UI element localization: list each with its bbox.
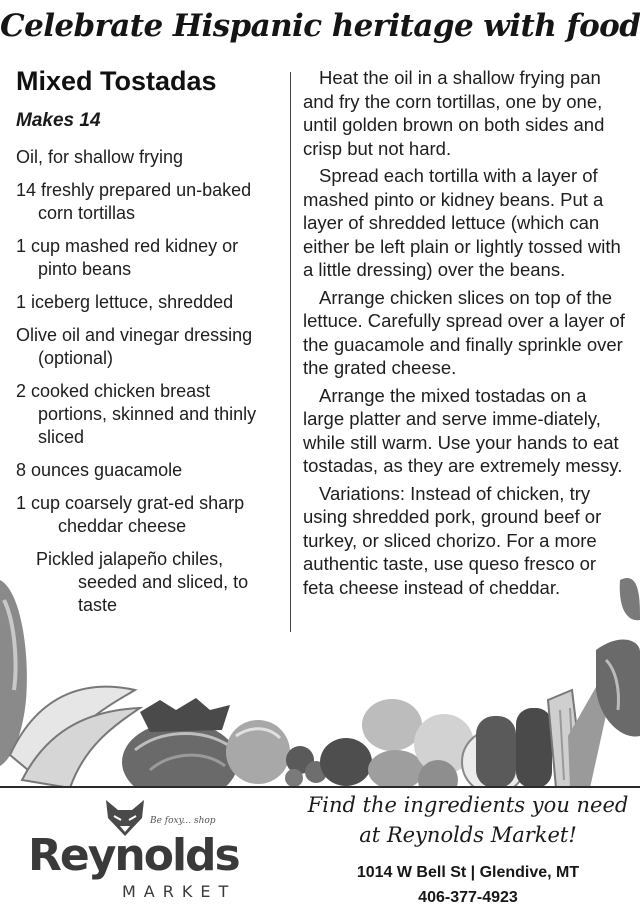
cta-line: at Reynolds Market! xyxy=(359,823,577,847)
ingredient-item: Olive oil and vinegar dressing (optional) xyxy=(16,325,253,368)
store-address: 1014 W Bell St | Glendive, MT xyxy=(356,864,580,881)
ingredient-item: Oil, for shallow frying xyxy=(16,147,184,167)
cta-line: Find the ingredients you need xyxy=(307,793,629,817)
store-phone: 406-377-4923 xyxy=(418,889,518,906)
direction-step: Variations: Instead of chicken, try using shredded pork, ground beef or turkey, or sliced chorizo. For a more authentic taste, use queso fresco or feta cheese instead of cheddar. xyxy=(303,482,602,598)
directions-column xyxy=(303,66,628,603)
produce-illustration xyxy=(0,540,640,788)
cucumber-shape xyxy=(476,708,552,788)
reynolds-logo xyxy=(10,796,300,908)
ingredient-item: 8 ounces guacamole xyxy=(16,460,183,480)
logo-tagline: Be foxy... shop xyxy=(150,816,216,826)
ingredient-item: Pickled jalapeño chiles, seeded and sliced, to taste xyxy=(36,549,249,615)
recipe-yield: Makes 14 xyxy=(16,110,101,131)
footer-divider xyxy=(0,786,640,788)
ingredient-item: 1 cup coarsely grat-ed sharp cheddar cheese xyxy=(16,493,245,536)
avocado-shape xyxy=(320,738,372,786)
logo-wordmark: Reynolds xyxy=(28,830,239,881)
bananas-shape xyxy=(10,687,140,788)
ingredient-item: 1 cup mashed red kidney or pinto beans xyxy=(16,236,239,279)
onion-shape xyxy=(226,720,290,784)
direction-step: Spread each tortilla with a layer of mashed pinto or kidney beans. Put a layer of shredded lettuce (which can either be left plain or lightly tossed with a little dressing) over the beans. xyxy=(303,165,621,280)
ingredient-item: 14 freshly prepared un-baked corn tortillas xyxy=(16,180,252,223)
ingredient-item: 1 iceberg lettuce, shredded xyxy=(16,292,234,312)
ingredient-item: 2 cooked chicken breast portions, skinned and thinly sliced xyxy=(16,381,257,447)
logo-subtitle: MARKET xyxy=(122,882,237,901)
direction-step: Heat the oil in a shallow frying pan and fry the corn tortillas, one by one, until golden brown on both sides and crisp but not hard. xyxy=(303,67,605,159)
call-to-action xyxy=(296,790,640,850)
direction-step: Arrange the mixed tostadas on a large platter and serve imme-diately, while still warm. Use your hands to eat tostadas, as they are extremely messy. xyxy=(303,384,623,476)
headline: Celebrate Hispanic heritage with food xyxy=(0,8,640,44)
cabbage-shape xyxy=(122,698,238,788)
direction-step: Arrange chicken slices on top of the lettuce. Carefully spread over a layer of the guacamole and finally sprinkle over the grated cheese. xyxy=(303,286,625,378)
recipe-title: Mixed Tostadas xyxy=(16,66,217,96)
